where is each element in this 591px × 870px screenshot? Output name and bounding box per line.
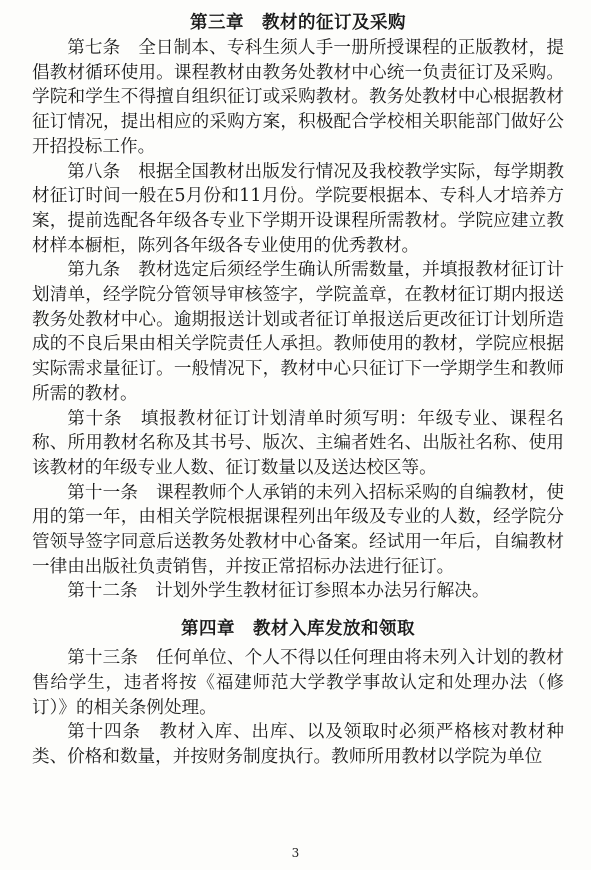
article-13: [32, 646, 564, 720]
article-label: 第十二条: [67, 581, 138, 602]
article-14: [32, 720, 564, 769]
article-text: 填报教材征订计划清单时须写明：年级专业、课程名称、所用教材名称及其书号、版次、主编者姓名、出版社名称、使用该教材的年级专业人数、征订数量以及送达校区等。: [32, 408, 564, 478]
article-label: 第十一条: [67, 482, 139, 503]
article-11: [32, 481, 564, 580]
article-label: 第十条: [67, 408, 123, 429]
chapter-3-title: 第三章 教材的征订及采购: [190, 13, 406, 33]
article-text: 任何单位、个人不得以任何理由将未列入计划的教材售给学生，违者将按《福建师范大学教学事故认定和处理办法（修订）》的相关条例处理。: [32, 648, 564, 718]
article-9: [32, 258, 564, 406]
article-label: 第七条: [67, 38, 121, 58]
article-text: 根据全国教材出版发行情况及我校教学实际，每学期教材征订时间一般在5月份和11月份。学院要根据本、专科人才培养方案，提前选配各年级各专业下学期开设课程所需教材。学院应建立教材样本橱柜，陈列各年级各专业使用的优秀教材。: [32, 161, 564, 256]
article-text: 教材入库、出库、以及领取时必须严格核对教材种类、价格和数量，并按财务制度执行。教师所用教材以学院为单位: [32, 722, 564, 767]
article-7: [32, 36, 564, 160]
article-text: 计划外学生教材征订参照本办法另行解决。: [155, 581, 490, 602]
article-label: 第十三条: [67, 648, 139, 669]
chapter-4-title: 第四章 教材入库发放和领取: [181, 619, 415, 640]
article-8: [32, 160, 564, 259]
article-text: 教材选定后须经学生确认所需数量，并填报教材征订计划清单，经学院分管领导审核签字，学院盖章，在教材征订期内报送教务处教材中心。逾期报送计划或者征订单报送后更改征订计划所造成的不良后果由相关学院责任人承担。教师使用的教材，学院应根据实际需求量征订。一般情况下，教材中心只征订下一学期学生和教师所需的教材。: [32, 260, 564, 404]
article-label: 第十四条: [67, 722, 141, 743]
article-10: [32, 407, 564, 481]
article-text: 课程教师个人承销的未列入招标采购的自编教材，使用的第一年，由相关学院根据课程列出年级及专业的人数，经学院分管领导签字同意后送教务处教材中心备案。经试用一年后，自编教材一律由出版社负责销售，并按正常招标办法进行征订。: [32, 482, 564, 577]
article-label: 第九条: [67, 260, 121, 281]
article-12: [32, 579, 564, 604]
article-text: 全日制本、专科生须人手一册所授课程的正版教材，提倡教材循环使用。课程教材由教务处教材中心统一负责征订及采购。学院和学生不得擅自组织征订或采购教材。教务处教材中心根据教材征订情况，提出相应的采购方案，积极配合学校相关职能部门做好公开招投标工作。: [32, 38, 564, 157]
article-label: 第八条: [67, 161, 121, 182]
page-number: 3: [291, 846, 300, 860]
document-content: [32, 10, 564, 770]
